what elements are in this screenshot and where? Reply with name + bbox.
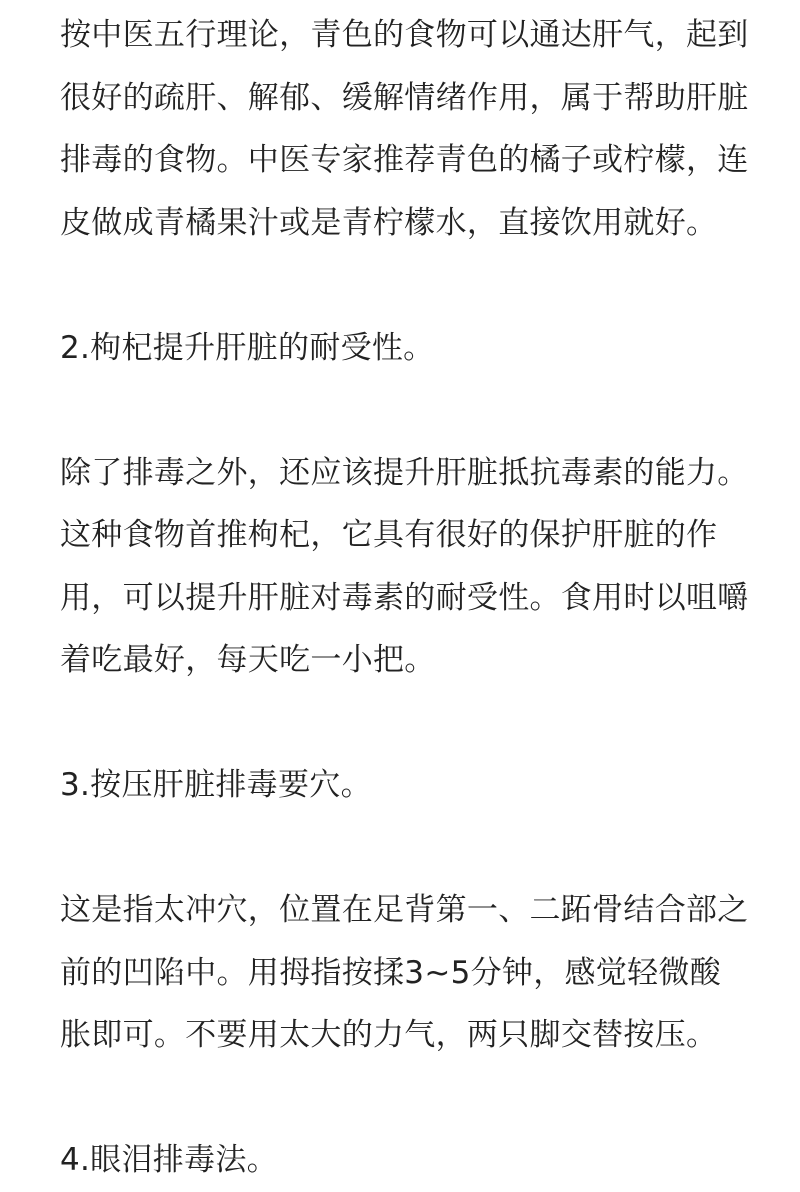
paragraph-goji: 除了排毒之外，还应该提升肝脏抵抗毒素的能力。这种食物首推枸杞，它具有很好的保护肝脏的作用，可以提升肝脏对毒素的耐受性。食用时以咀嚼着吃最好，每天吃一小把。 (60, 454, 749, 678)
article-body (60, 4, 750, 1192)
heading-tears: 4.眼泪排毒法。 (60, 1142, 278, 1178)
paragraph-acupoint: 这是指太冲穴，位置在足背第一、二跖骨结合部之前的凹陷中。用拇指按揉3~5分钟，感觉轻微酸胀即可。不要用太大的力气，两只脚交替按压。 (60, 892, 749, 1053)
heading-acupoint: 3.按压肝脏排毒要穴。 (60, 767, 372, 803)
paragraph-liver-qi: 按中医五行理论，青色的食物可以通达肝气，起到很好的疏肝、解郁、缓解情绪作用，属于帮助肝脏排毒的食物。中医专家推荐青色的橘子或柠檬，连皮做成青橘果汁或是青柠檬水，直接饮用就好。 (60, 17, 749, 241)
heading-goji: 2.枸杞提升肝脏的耐受性。 (60, 329, 435, 366)
